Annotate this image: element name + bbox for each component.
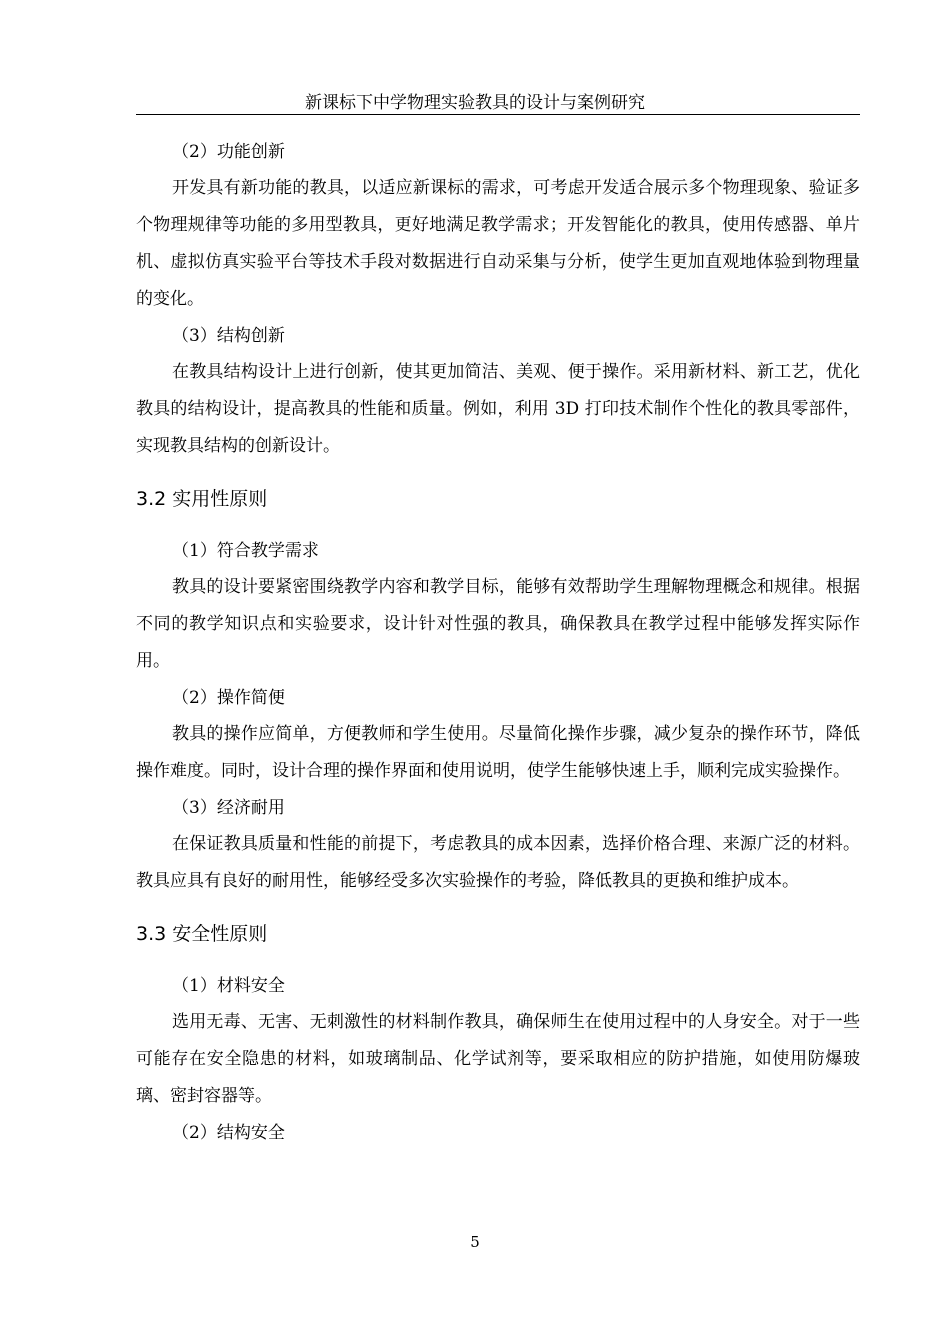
subheading-teaching-needs: （1）符合教学需求 — [172, 541, 319, 561]
paragraph-function-innovation: 开发具有新功能的教具，以适应新课标的需求，可考虑开发适合展示多个物理现象、验证多个物理规律等功能的多用型教具，更好地满足教学需求；开发智能化的教具，使用传感器、单片机、虚拟仿真实验平台等技术手段对数据进行自动采集与分析，使学生更加直观地体验到物理量的变化。 — [136, 178, 860, 309]
paragraph-easy-operation: 教具的操作应简单，方便教师和学生使用。尽量简化操作步骤，减少复杂的操作环节，降低操作难度。同时，设计合理的操作界面和使用说明，使学生能够快速上手，顺利完成实验操作。 — [136, 724, 860, 781]
running-header-title: 新课标下中学物理实验教具的设计与案例研究 — [305, 93, 645, 113]
subheading-structure-innovation: （3）结构创新 — [172, 326, 285, 346]
subheading-material-safety: （1）材料安全 — [172, 976, 285, 996]
subheading-function-innovation: （2）功能创新 — [172, 142, 285, 162]
paragraph-economy-durability: 在保证教具质量和性能的前提下，考虑教具的成本因素，选择价格合理、来源广泛的材料。教具应具有良好的耐用性，能够经受多次实验操作的考验，降低教具的更换和维护成本。 — [136, 834, 860, 891]
subheading-economy-durability: （3）经济耐用 — [172, 798, 285, 818]
section-heading-3-2: 3.2 实用性原则 — [136, 488, 268, 510]
page-body — [136, 134, 860, 1151]
subheading-structure-safety: （2）结构安全 — [172, 1123, 285, 1143]
header-rule — [136, 114, 860, 115]
paragraph-teaching-needs: 教具的设计要紧密围绕教学内容和教学目标，能够有效帮助学生理解物理概念和规律。根据不同的教学知识点和实验要求，设计针对性强的教具，确保教具在教学过程中能够发挥实际作用。 — [136, 577, 860, 671]
subheading-easy-operation: （2）操作简便 — [172, 688, 285, 708]
paragraph-structure-innovation: 在教具结构设计上进行创新，使其更加简洁、美观、便于操作。采用新材料、新工艺，优化教具的结构设计，提高教具的性能和质量。例如，利用 3D 打印技术制作个性化的教具零部件，实现教具结构的创新设计。 — [136, 362, 860, 456]
page-number: 5 — [470, 1233, 480, 1251]
section-heading-3-3: 3.3 安全性原则 — [136, 923, 268, 945]
paragraph-material-safety: 选用无毒、无害、无刺激性的材料制作教具，确保师生在使用过程中的人身安全。对于一些可能存在安全隐患的材料，如玻璃制品、化学试剂等，要采取相应的防护措施，如使用防爆玻璃、密封容器等。 — [136, 1012, 860, 1106]
